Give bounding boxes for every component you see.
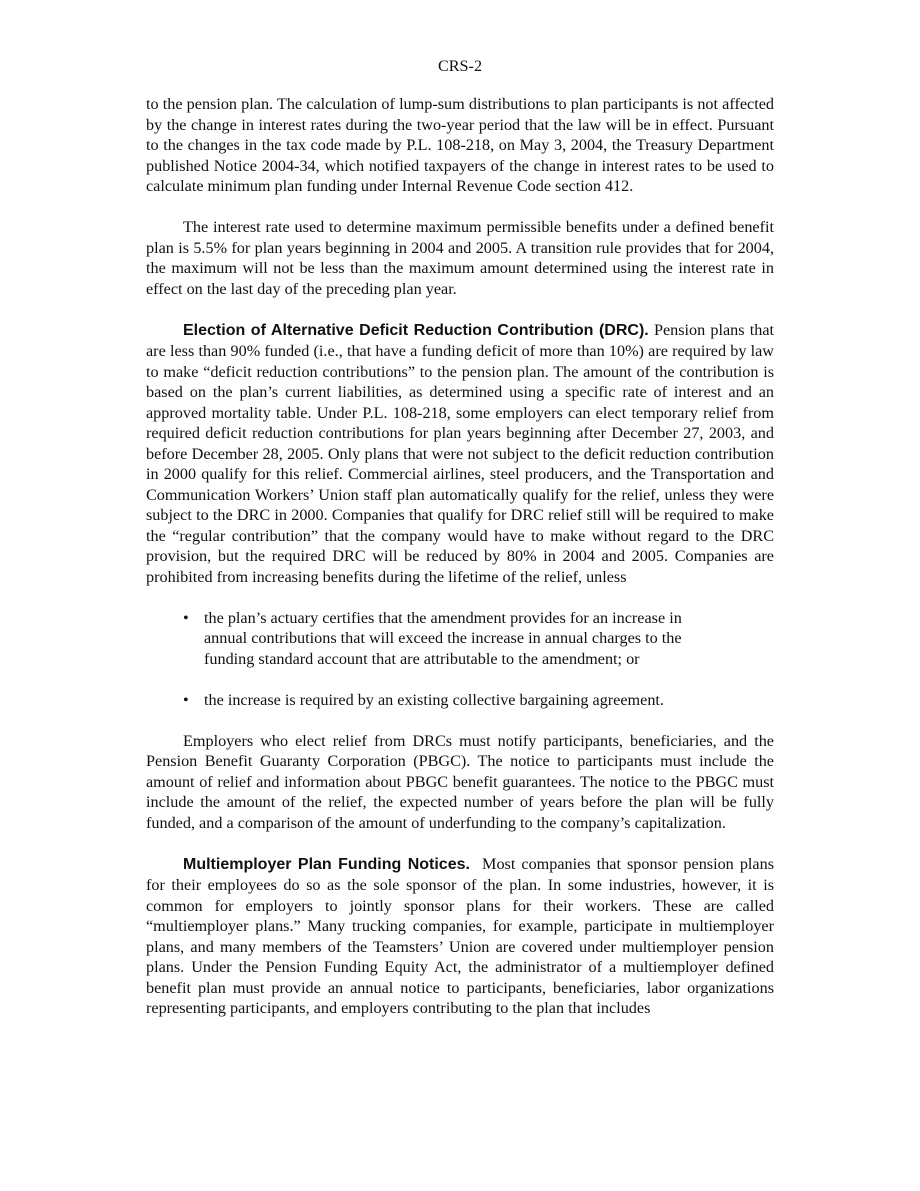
section-body-multiemployer: Most companies that sponsor pension plans for their employees do so as the sole sponsor of the plan. In some industries, however, it is common for employers to jointly sponsor plans for their workers. These are called “multiemployer plans.” Many trucking companies, for example, participate in multiemployer plans, and many members of the Teamsters’ Union are covered under multiemployer pension plans. Under the Pension Funding Equity Act, the administrator of a multiemployer defined benefit plan must provide an annual notice to participants, beneficiaries, labor organizations representing participants, and employers contributing to the plan that includes	[146, 854, 774, 1017]
list-item	[183, 608, 723, 670]
bullet-list	[146, 608, 723, 711]
paragraph-employers-notice: Employers who elect relief from DRCs must notify participants, beneficiaries, and the Pension Benefit Guaranty Corporation (PBGC). The notice to participants must include the amount of relief and information about PBGC benefit guarantees. The notice to the PBGC must include the amount of the relief, the expected number of years before the plan will be fully funded, and a comparison of the amount of underfunding to the company’s capitalization.	[146, 731, 774, 832]
document-page	[146, 56, 774, 1039]
paragraph-pension-plan: to the pension plan. The calculation of lump-sum distributions to plan participants is not affected by the change in interest rates during the two-year period that the law will be in effect. Pursuant to the changes in the tax code made by P.L. 108-218, on May 3, 2004, the Treasury Department published Notice 2004-34, which notified taxpayers of the change in interest rates to be used to calculate minimum plan funding under Internal Revenue Code section 412.	[146, 95, 774, 195]
section-drc	[146, 320, 774, 588]
section-multiemployer	[146, 854, 774, 1019]
page-number: CRS-2	[437, 57, 483, 75]
list-item-text: the increase is required by an existing collective bargaining agreement.	[204, 690, 664, 709]
bullet-marker: •	[183, 690, 189, 709]
bullet-marker: •	[183, 608, 189, 627]
section-heading-drc: Election of Alternative Deficit Reduction Contribution (DRC).	[183, 321, 649, 339]
section-heading-multiemployer: Multiemployer Plan Funding Notices.	[183, 855, 470, 873]
list-item-text: the plan’s actuary certifies that the amendment provides for an increase in annual contributions that will exceed the increase in annual charges to the funding standard account that are attributable to the amendment; or	[204, 608, 682, 668]
list-item	[183, 690, 723, 711]
paragraph-interest-rate: The interest rate used to determine maximum permissible benefits under a defined benefit plan is 5.5% for plan years beginning in 2004 and 2005. A transition rule provides that for 2004, the maximum will not be less than the maximum amount determined using the interest rate in effect on the last day of the preceding plan year.	[146, 218, 774, 298]
section-body-drc: Pension plans that are less than 90% funded (i.e., that have a funding deficit of more than 10%) are required by law to make “deficit reduction contributions” to the pension plan. The amount of the contribution is based on the plan’s current liabilities, as determined using a specific rate of interest and an approved mortality table. Under P.L. 108-218, some employers can elect temporary relief from required deficit reduction contributions for plan years beginning after December 27, 2003, and before December 28, 2005. Only plans that were not subject to the deficit reduction contribution in 2000 qualify for this relief. Commercial airlines, steel producers, and the Transportation and Communication Workers’ Union staff plan automatically qualify for the relief, unless they were subject to the DRC in 2000. Companies that qualify for DRC relief still will be required to make the “regular contribution” that the company would have to make without regard to the DRC provision, but the required DRC will be reduced by 80% in 2004 and 2005. Companies are prohibited from increasing benefits during the lifetime of the relief, unless	[146, 320, 774, 586]
